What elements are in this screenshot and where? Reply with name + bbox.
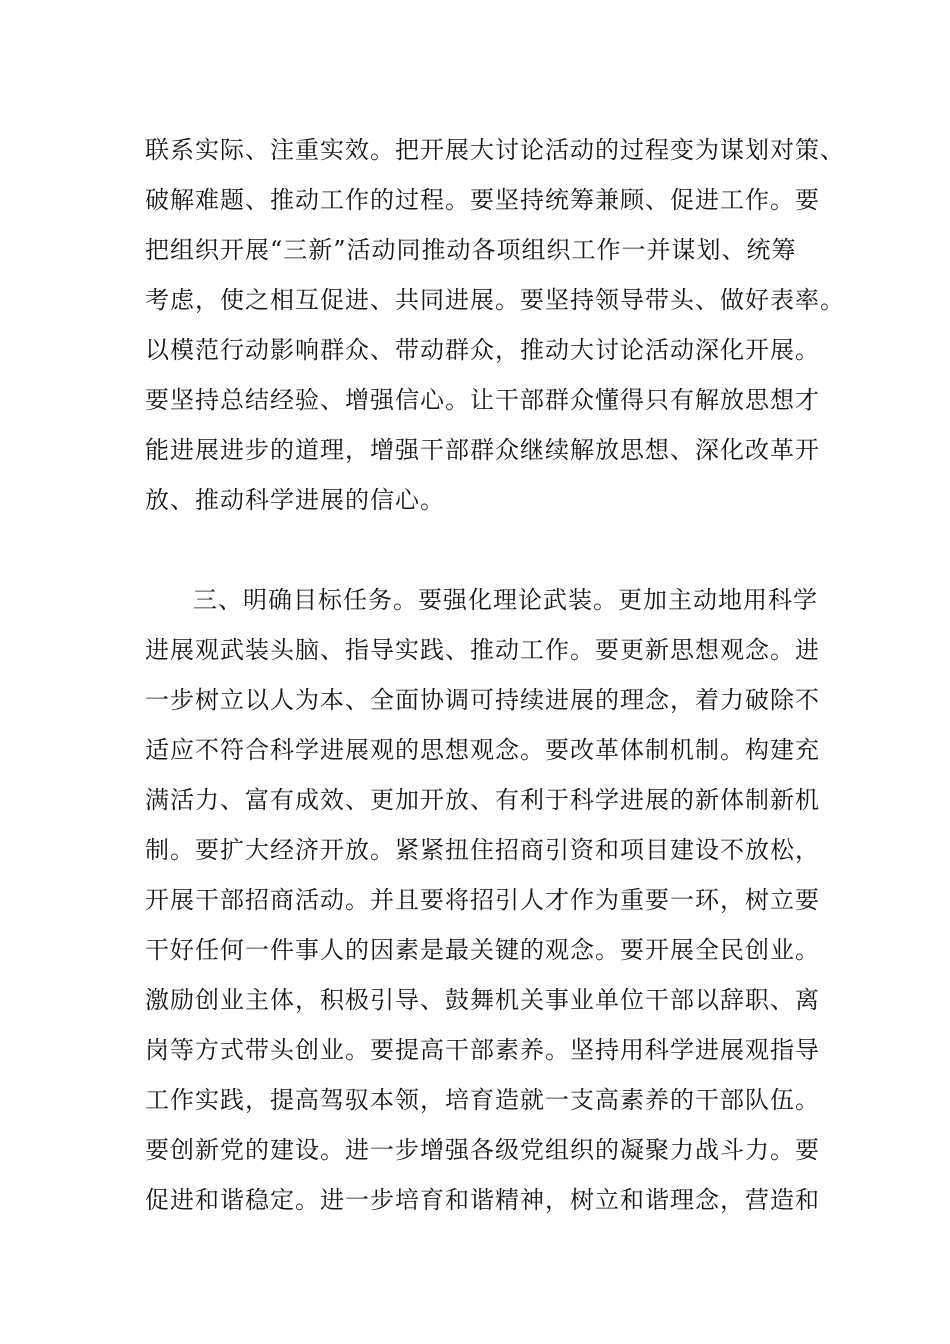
text-line: 要创新党的建设。进一步增强各级党组织的凝聚力战斗力。要 <box>145 1136 820 1164</box>
text-line: 放、推动科学进展的信心。 <box>145 486 445 514</box>
text-line: 满活力、富有成效、更加开放、有利于科学进展的新体制新机 <box>145 786 820 814</box>
text-line: 把组织开展“三新”活动同推动各项组织工作一并谋划、统筹 <box>145 236 797 264</box>
text-line: 破解难题、推动工作的过程。要坚持统筹兼顾、促进工作。要 <box>145 186 820 214</box>
text-line: 一步树立以人为本、全面协调可持续进展的理念，着力破除不 <box>145 686 820 714</box>
text-line: 促进和谐稳定。进一步培育和谐精神，树立和谐理念，营造和 <box>145 1186 820 1214</box>
text-line: 适应不符合科学进展观的思想观念。要改革体制机制。构建充 <box>145 736 820 764</box>
text-line: 制。要扩大经济开放。紧紧扭住招商引资和项目建设不放松， <box>145 836 820 864</box>
text-line: 进展观武装头脑、指导实践、推动工作。要更新思想观念。进 <box>145 636 820 664</box>
paragraph-section-three-goals <box>145 575 825 1225</box>
text-line: 工作实践，提高驾驭本领，培育造就一支高素养的干部队伍。 <box>145 1086 820 1114</box>
text-line: 以模范行动影响群众、带动群众，推动大讨论活动深化开展。 <box>145 336 820 364</box>
text-line: 干好任何一件事人的因素是最关键的观念。要开展全民创业。 <box>145 936 820 964</box>
paragraph-practice-results <box>145 125 845 525</box>
text-line: 要坚持总结经验、增强信心。让干部群众懂得只有解放思想才 <box>145 386 820 414</box>
text-line: 岗等方式带头创业。要提高干部素养。坚持用科学进展观指导 <box>145 1036 820 1064</box>
text-line: 激励创业主体，积极引导、鼓舞机关事业单位干部以辞职、离 <box>145 986 820 1014</box>
text-line: 考虑，使之相互促进、共同进展。要坚持领导带头、做好表率。 <box>145 286 845 314</box>
section-heading-line: 三、明确目标任务。要强化理论武装。更加主动地用科学 <box>193 586 818 614</box>
text-line: 能进展进步的道理，增强干部群众继续解放思想、深化改革开 <box>145 436 820 464</box>
text-line: 开展干部招商活动。并且要将招引人才作为重要一环，树立要 <box>145 886 820 914</box>
text-line: 联系实际、注重实效。把开展大讨论活动的过程变为谋划对策、 <box>145 136 845 164</box>
